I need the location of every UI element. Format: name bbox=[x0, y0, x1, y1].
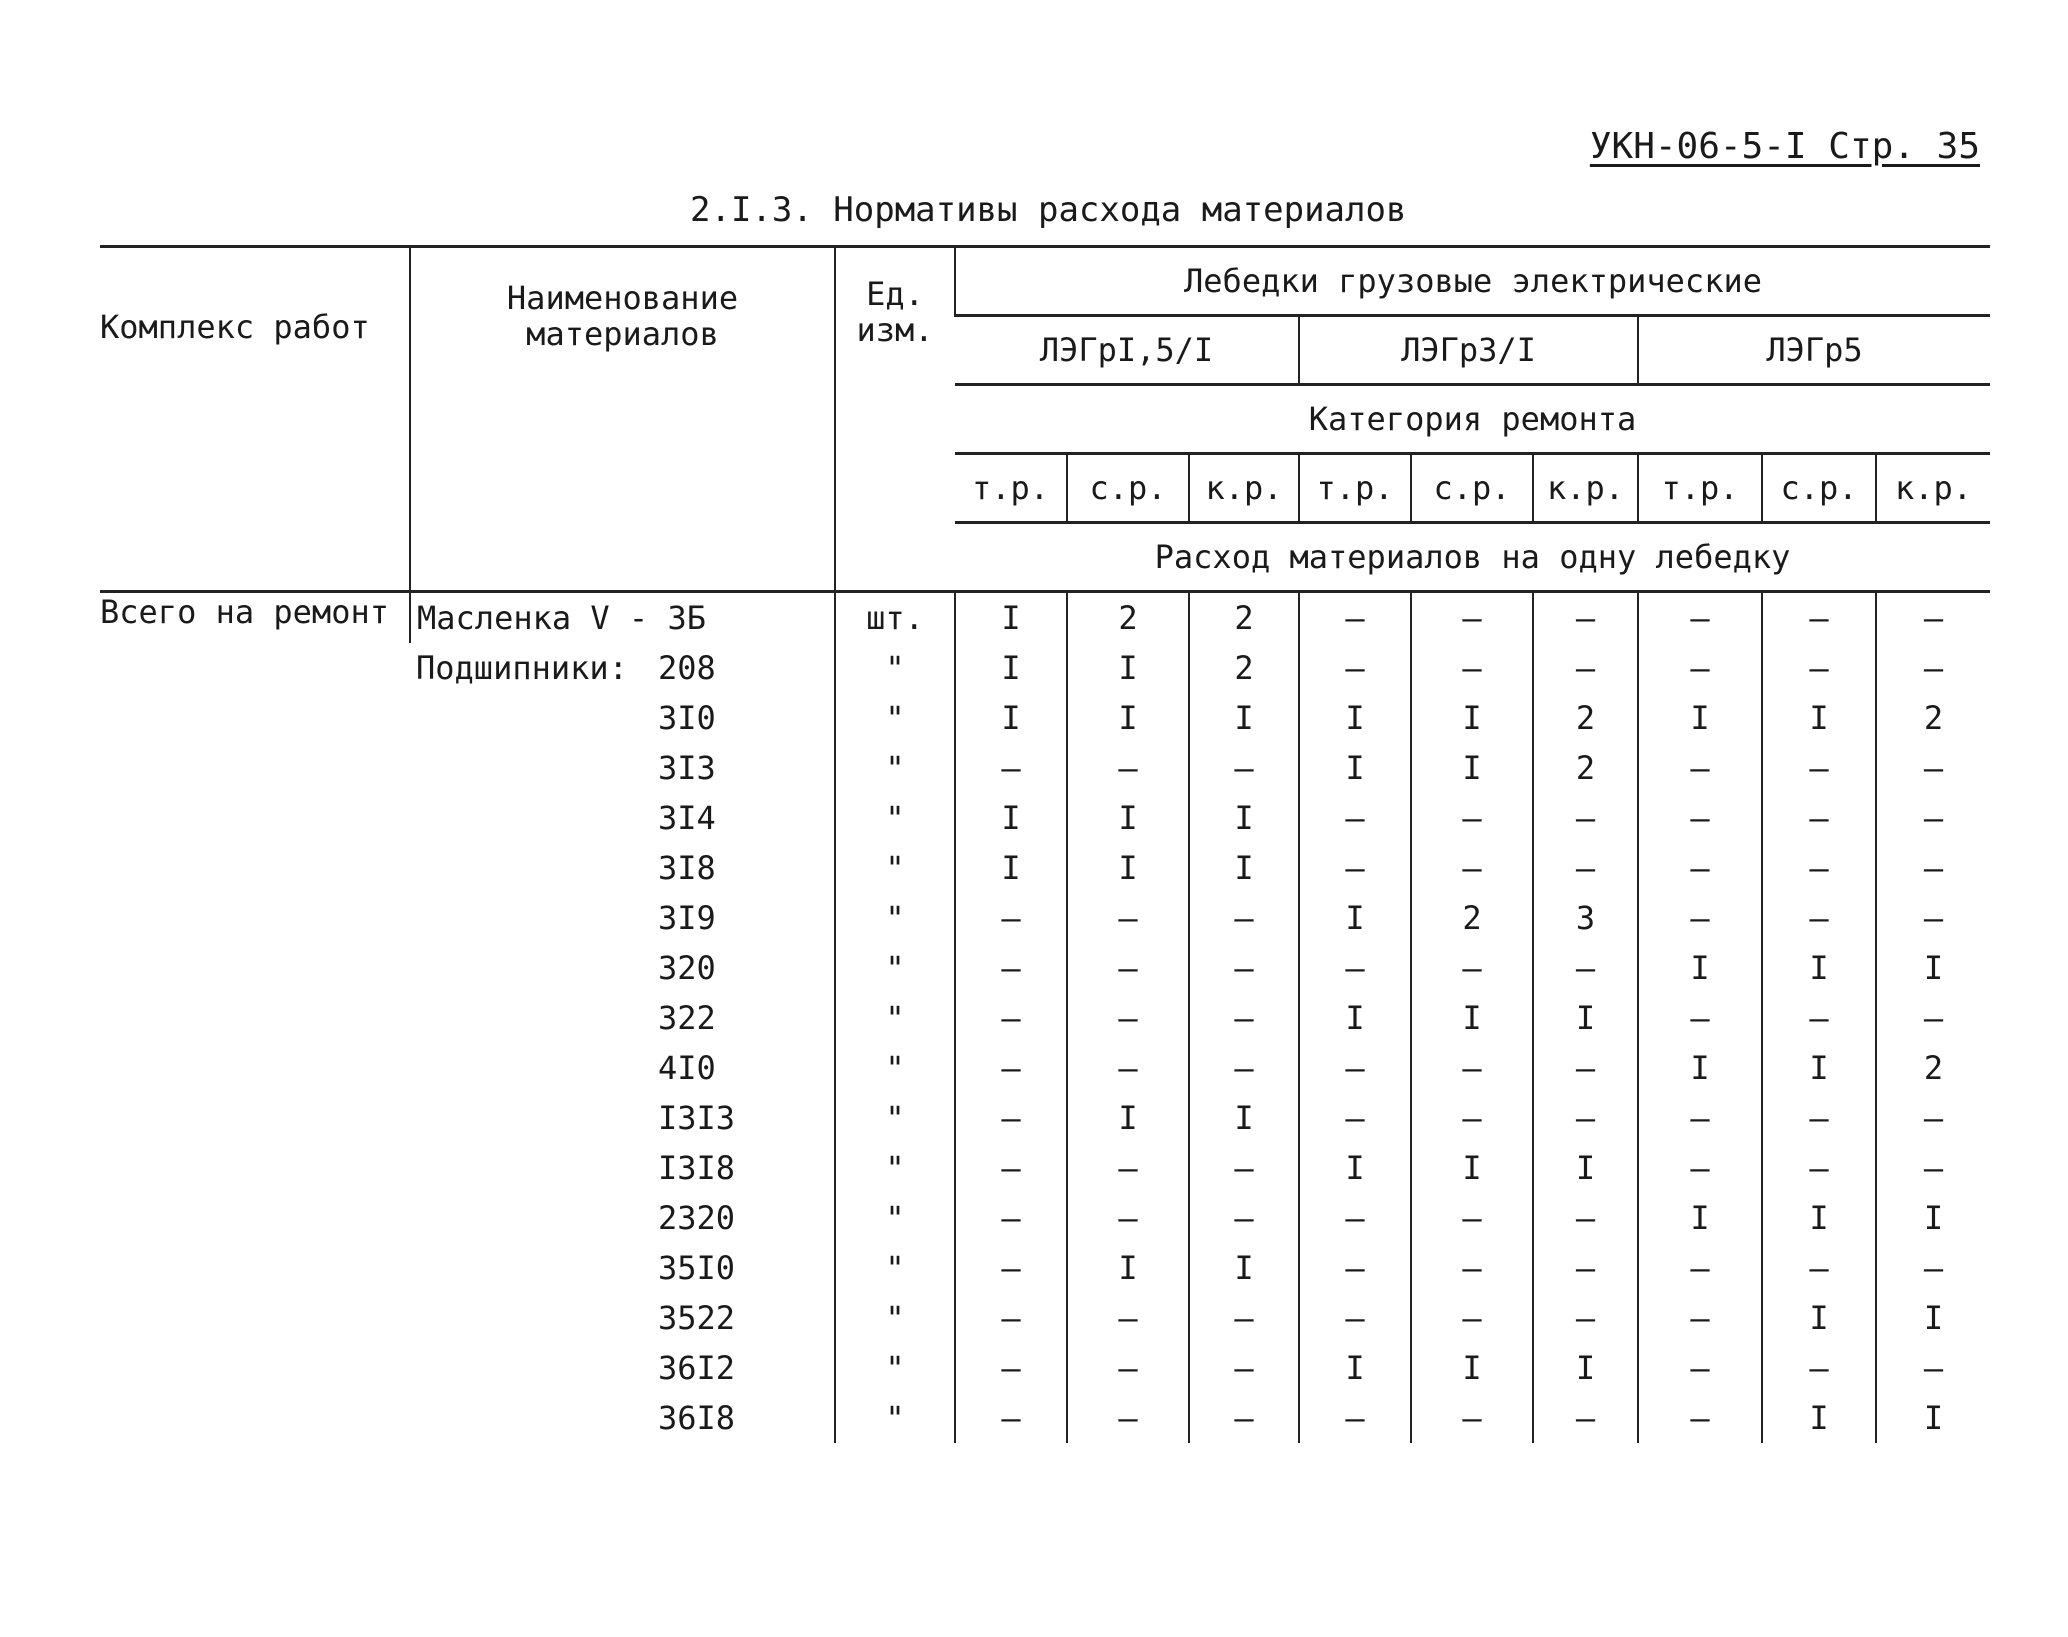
value-cell: – bbox=[1876, 1143, 1990, 1193]
material-cell bbox=[410, 1043, 835, 1093]
header-repair-type: к.р. bbox=[1876, 454, 1990, 523]
value-cell: – bbox=[1411, 843, 1533, 893]
material-number: 3I3 bbox=[658, 749, 716, 787]
value-cell: – bbox=[1299, 1043, 1411, 1093]
value-cell: – bbox=[1533, 843, 1638, 893]
value-cell: – bbox=[955, 1393, 1067, 1443]
value-cell: – bbox=[1189, 993, 1299, 1043]
value-cell: 2 bbox=[1876, 693, 1990, 743]
value-cell: – bbox=[1876, 893, 1990, 943]
header-repair-type: с.р. bbox=[1411, 454, 1533, 523]
value-cell: I bbox=[1762, 1043, 1876, 1093]
value-cell: – bbox=[1411, 793, 1533, 843]
unit-cell: " bbox=[835, 893, 955, 943]
value-cell: – bbox=[955, 893, 1067, 943]
value-cell: I bbox=[1638, 943, 1762, 993]
value-cell: – bbox=[1299, 592, 1411, 644]
value-cell: – bbox=[1876, 743, 1990, 793]
value-cell: 2 bbox=[1533, 743, 1638, 793]
section-title: 2.I.3. Нормативы расхода материалов bbox=[690, 190, 1407, 230]
value-cell: 3 bbox=[1533, 893, 1638, 943]
unit-cell: " bbox=[835, 1293, 955, 1343]
value-cell: – bbox=[1189, 1393, 1299, 1443]
unit-cell: " bbox=[835, 943, 955, 993]
value-cell: – bbox=[1067, 1143, 1189, 1193]
value-cell: – bbox=[1189, 1043, 1299, 1093]
value-cell: I bbox=[1299, 1343, 1411, 1393]
material-number: 4I0 bbox=[658, 1049, 716, 1087]
unit-cell: " bbox=[835, 843, 955, 893]
value-cell: I bbox=[1876, 1393, 1990, 1443]
header-material-name: Наименование материалов bbox=[410, 247, 835, 592]
value-cell: – bbox=[1299, 1193, 1411, 1243]
value-cell: – bbox=[1638, 643, 1762, 693]
value-cell: – bbox=[1067, 893, 1189, 943]
value-cell: – bbox=[1762, 743, 1876, 793]
header-repair-type: к.р. bbox=[1533, 454, 1638, 523]
value-cell: – bbox=[955, 1093, 1067, 1143]
value-cell: I bbox=[1638, 1193, 1762, 1243]
value-cell: 2 bbox=[1533, 693, 1638, 743]
page-reference: УКН-06-5-I Стр. 35 bbox=[1589, 126, 1980, 167]
value-cell: – bbox=[1411, 1093, 1533, 1143]
value-cell: – bbox=[1189, 1343, 1299, 1393]
material-number: 36I8 bbox=[658, 1399, 736, 1437]
value-cell: – bbox=[1189, 1293, 1299, 1343]
value-cell: – bbox=[1638, 993, 1762, 1043]
unit-cell: " bbox=[835, 743, 955, 793]
material-number: 36I2 bbox=[658, 1349, 736, 1387]
value-cell: – bbox=[1299, 643, 1411, 693]
value-cell: – bbox=[1533, 1243, 1638, 1293]
value-cell: – bbox=[1638, 1093, 1762, 1143]
value-cell: I bbox=[955, 693, 1067, 743]
header-repair-type: к.р. bbox=[1189, 454, 1299, 523]
value-cell: – bbox=[1638, 843, 1762, 893]
material-cell bbox=[410, 643, 835, 693]
material-cell bbox=[410, 1193, 835, 1243]
value-cell: – bbox=[1638, 793, 1762, 843]
value-cell: I bbox=[955, 843, 1067, 893]
unit-cell: " bbox=[835, 1093, 955, 1143]
material-cell bbox=[410, 1243, 835, 1293]
value-cell: 2 bbox=[1067, 592, 1189, 644]
value-cell: I bbox=[1067, 643, 1189, 693]
value-cell: – bbox=[955, 1043, 1067, 1093]
value-cell: – bbox=[1876, 1093, 1990, 1143]
value-cell: I bbox=[1067, 1243, 1189, 1293]
value-cell: I bbox=[1189, 1243, 1299, 1293]
unit-cell: " bbox=[835, 793, 955, 843]
value-cell: – bbox=[1189, 1193, 1299, 1243]
value-cell: – bbox=[1762, 592, 1876, 644]
material-cell bbox=[410, 693, 835, 743]
material-number: 3I9 bbox=[658, 899, 716, 937]
value-cell: I bbox=[955, 592, 1067, 644]
value-cell: – bbox=[1762, 793, 1876, 843]
value-cell: – bbox=[955, 743, 1067, 793]
value-cell: – bbox=[1299, 843, 1411, 893]
value-cell: – bbox=[1299, 1243, 1411, 1293]
value-cell: – bbox=[1533, 643, 1638, 693]
value-cell: – bbox=[1299, 1393, 1411, 1443]
value-cell: – bbox=[1411, 643, 1533, 693]
value-cell: I bbox=[1299, 743, 1411, 793]
value-cell: I bbox=[1876, 1293, 1990, 1343]
value-cell: – bbox=[1411, 1043, 1533, 1093]
value-cell: 2 bbox=[1876, 1043, 1990, 1093]
value-cell: – bbox=[1533, 943, 1638, 993]
value-cell: – bbox=[955, 1243, 1067, 1293]
value-cell: – bbox=[1067, 1393, 1189, 1443]
material-number: I3I8 bbox=[658, 1149, 736, 1187]
value-cell: – bbox=[1299, 943, 1411, 993]
header-model: ЛЭГрI,5/I bbox=[955, 316, 1299, 385]
value-cell: – bbox=[1411, 592, 1533, 644]
value-cell: I bbox=[1411, 1343, 1533, 1393]
value-cell: – bbox=[955, 993, 1067, 1043]
value-cell: – bbox=[1533, 793, 1638, 843]
value-cell: I bbox=[1638, 1043, 1762, 1093]
value-cell: – bbox=[1762, 893, 1876, 943]
value-cell: I bbox=[1189, 843, 1299, 893]
value-cell: I bbox=[1876, 1193, 1990, 1243]
value-cell: – bbox=[1067, 943, 1189, 993]
unit-cell: " bbox=[835, 1393, 955, 1443]
material-cell bbox=[410, 1393, 835, 1443]
value-cell: – bbox=[1189, 743, 1299, 793]
material-cell bbox=[410, 843, 835, 893]
value-cell: I bbox=[1762, 1393, 1876, 1443]
work-complex-cell: Всего на ремонт bbox=[100, 592, 410, 1444]
value-cell: – bbox=[1189, 1143, 1299, 1193]
value-cell: – bbox=[1638, 592, 1762, 644]
value-cell: – bbox=[1067, 1043, 1189, 1093]
value-cell: I bbox=[1299, 893, 1411, 943]
value-cell: – bbox=[1189, 943, 1299, 993]
value-cell: – bbox=[1533, 1093, 1638, 1143]
value-cell: I bbox=[1067, 793, 1189, 843]
value-cell: – bbox=[1067, 743, 1189, 793]
value-cell: I bbox=[1533, 1343, 1638, 1393]
unit-cell: " bbox=[835, 1243, 955, 1293]
value-cell: – bbox=[1638, 1393, 1762, 1443]
unit-cell: " bbox=[835, 1193, 955, 1243]
material-cell bbox=[410, 993, 835, 1043]
value-cell: – bbox=[1067, 1193, 1189, 1243]
value-cell: I bbox=[1189, 1093, 1299, 1143]
unit-cell: " bbox=[835, 693, 955, 743]
value-cell: – bbox=[1067, 1293, 1189, 1343]
value-cell: I bbox=[1299, 1143, 1411, 1193]
value-cell: – bbox=[1762, 1143, 1876, 1193]
value-cell: I bbox=[955, 793, 1067, 843]
header-repair-type: с.р. bbox=[1067, 454, 1189, 523]
materials-norms-table bbox=[100, 245, 1990, 1443]
value-cell: – bbox=[1299, 1293, 1411, 1343]
table-body bbox=[100, 592, 1990, 1444]
value-cell: – bbox=[1638, 1243, 1762, 1293]
value-cell: – bbox=[1533, 592, 1638, 644]
table-header bbox=[100, 247, 1990, 592]
material-number: 3522 bbox=[658, 1299, 736, 1337]
value-cell: I bbox=[1189, 793, 1299, 843]
value-cell: 2 bbox=[1411, 893, 1533, 943]
material-cell bbox=[410, 1293, 835, 1343]
material-cell bbox=[410, 592, 835, 644]
value-cell: I bbox=[1411, 743, 1533, 793]
value-cell: – bbox=[1876, 993, 1990, 1043]
value-cell: – bbox=[1533, 1193, 1638, 1243]
unit-cell: " bbox=[835, 993, 955, 1043]
material-label: Масленка V - 3Б bbox=[417, 599, 706, 637]
value-cell: I bbox=[1533, 993, 1638, 1043]
value-cell: – bbox=[1762, 1343, 1876, 1393]
value-cell: I bbox=[955, 643, 1067, 693]
value-cell: – bbox=[1638, 1143, 1762, 1193]
material-cell bbox=[410, 793, 835, 843]
value-cell: – bbox=[1299, 793, 1411, 843]
material-number: 3I4 bbox=[658, 799, 716, 837]
value-cell: I bbox=[1762, 1193, 1876, 1243]
value-cell: – bbox=[1876, 1343, 1990, 1393]
value-cell: – bbox=[1638, 1343, 1762, 1393]
value-cell: I bbox=[1762, 693, 1876, 743]
material-number: 208 bbox=[658, 649, 716, 687]
value-cell: – bbox=[1067, 1343, 1189, 1393]
header-model: ЛЭГр5 bbox=[1638, 316, 1990, 385]
header-consumption: Расход материалов на одну лебедку bbox=[1154, 538, 1791, 576]
material-number: 3I0 bbox=[658, 699, 716, 737]
material-number: 320 bbox=[658, 949, 716, 987]
value-cell: I bbox=[1189, 693, 1299, 743]
value-cell: 2 bbox=[1189, 643, 1299, 693]
material-cell bbox=[410, 943, 835, 993]
value-cell: – bbox=[1638, 893, 1762, 943]
value-cell: I bbox=[1762, 1293, 1876, 1343]
value-cell: – bbox=[1762, 643, 1876, 693]
material-number: 3I8 bbox=[658, 849, 716, 887]
unit-cell: " bbox=[835, 1043, 955, 1093]
value-cell: – bbox=[1533, 1293, 1638, 1343]
value-cell: – bbox=[1876, 643, 1990, 693]
value-cell: – bbox=[1762, 1243, 1876, 1293]
value-cell: – bbox=[955, 1143, 1067, 1193]
header-category: Категория ремонта bbox=[955, 385, 1990, 454]
value-cell: – bbox=[955, 1193, 1067, 1243]
material-cell bbox=[410, 1343, 835, 1393]
value-cell: I bbox=[1876, 943, 1990, 993]
value-cell: – bbox=[1299, 1093, 1411, 1143]
value-cell: – bbox=[1762, 843, 1876, 893]
value-cell: – bbox=[1638, 743, 1762, 793]
value-cell: – bbox=[1533, 1393, 1638, 1443]
header-repair-type: т.р. bbox=[1299, 454, 1411, 523]
value-cell: I bbox=[1067, 843, 1189, 893]
header-work-complex: Комплекс работ bbox=[100, 247, 410, 592]
value-cell: I bbox=[1299, 693, 1411, 743]
material-cell bbox=[410, 1143, 835, 1193]
value-cell: I bbox=[1411, 693, 1533, 743]
material-number: I3I3 bbox=[658, 1099, 736, 1137]
material-cell bbox=[410, 1093, 835, 1143]
value-cell: – bbox=[1762, 1093, 1876, 1143]
value-cell: – bbox=[955, 943, 1067, 993]
unit-cell: " bbox=[835, 1343, 955, 1393]
unit-cell: шт. bbox=[835, 592, 955, 644]
table-row bbox=[100, 592, 1990, 644]
unit-cell: " bbox=[835, 643, 955, 693]
value-cell: I bbox=[1299, 993, 1411, 1043]
header-repair-type: т.р. bbox=[955, 454, 1067, 523]
value-cell: – bbox=[1876, 843, 1990, 893]
material-label: Подшипники: bbox=[416, 649, 628, 687]
value-cell: – bbox=[1411, 1243, 1533, 1293]
value-cell: – bbox=[1762, 993, 1876, 1043]
value-cell: – bbox=[1876, 592, 1990, 644]
value-cell: I bbox=[1638, 693, 1762, 743]
value-cell: – bbox=[1411, 1293, 1533, 1343]
value-cell: – bbox=[1533, 1043, 1638, 1093]
header-repair-type: с.р. bbox=[1762, 454, 1876, 523]
material-number: 35I0 bbox=[658, 1249, 736, 1287]
value-cell: – bbox=[1189, 893, 1299, 943]
value-cell: I bbox=[1411, 993, 1533, 1043]
value-cell: – bbox=[1411, 1193, 1533, 1243]
header-unit: Ед. изм. bbox=[835, 247, 955, 592]
value-cell: – bbox=[955, 1343, 1067, 1393]
unit-cell: " bbox=[835, 1143, 955, 1193]
value-cell: – bbox=[1411, 943, 1533, 993]
material-cell bbox=[410, 743, 835, 793]
value-cell: I bbox=[1411, 1143, 1533, 1193]
value-cell: – bbox=[1411, 1393, 1533, 1443]
value-cell: – bbox=[1067, 993, 1189, 1043]
value-cell: I bbox=[1762, 943, 1876, 993]
value-cell: – bbox=[955, 1293, 1067, 1343]
value-cell: – bbox=[1638, 1293, 1762, 1343]
value-cell: – bbox=[1876, 1243, 1990, 1293]
value-cell: I bbox=[1533, 1143, 1638, 1193]
value-cell: – bbox=[1876, 793, 1990, 843]
header-model: ЛЭГр3/I bbox=[1299, 316, 1638, 385]
header-group: Лебедки грузовые электрические bbox=[955, 247, 1990, 316]
material-number: 322 bbox=[658, 999, 716, 1037]
material-number: 2320 bbox=[658, 1199, 736, 1237]
value-cell: 2 bbox=[1189, 592, 1299, 644]
value-cell: I bbox=[1067, 1093, 1189, 1143]
material-cell bbox=[410, 893, 835, 943]
header-repair-type: т.р. bbox=[1638, 454, 1762, 523]
value-cell: I bbox=[1067, 693, 1189, 743]
